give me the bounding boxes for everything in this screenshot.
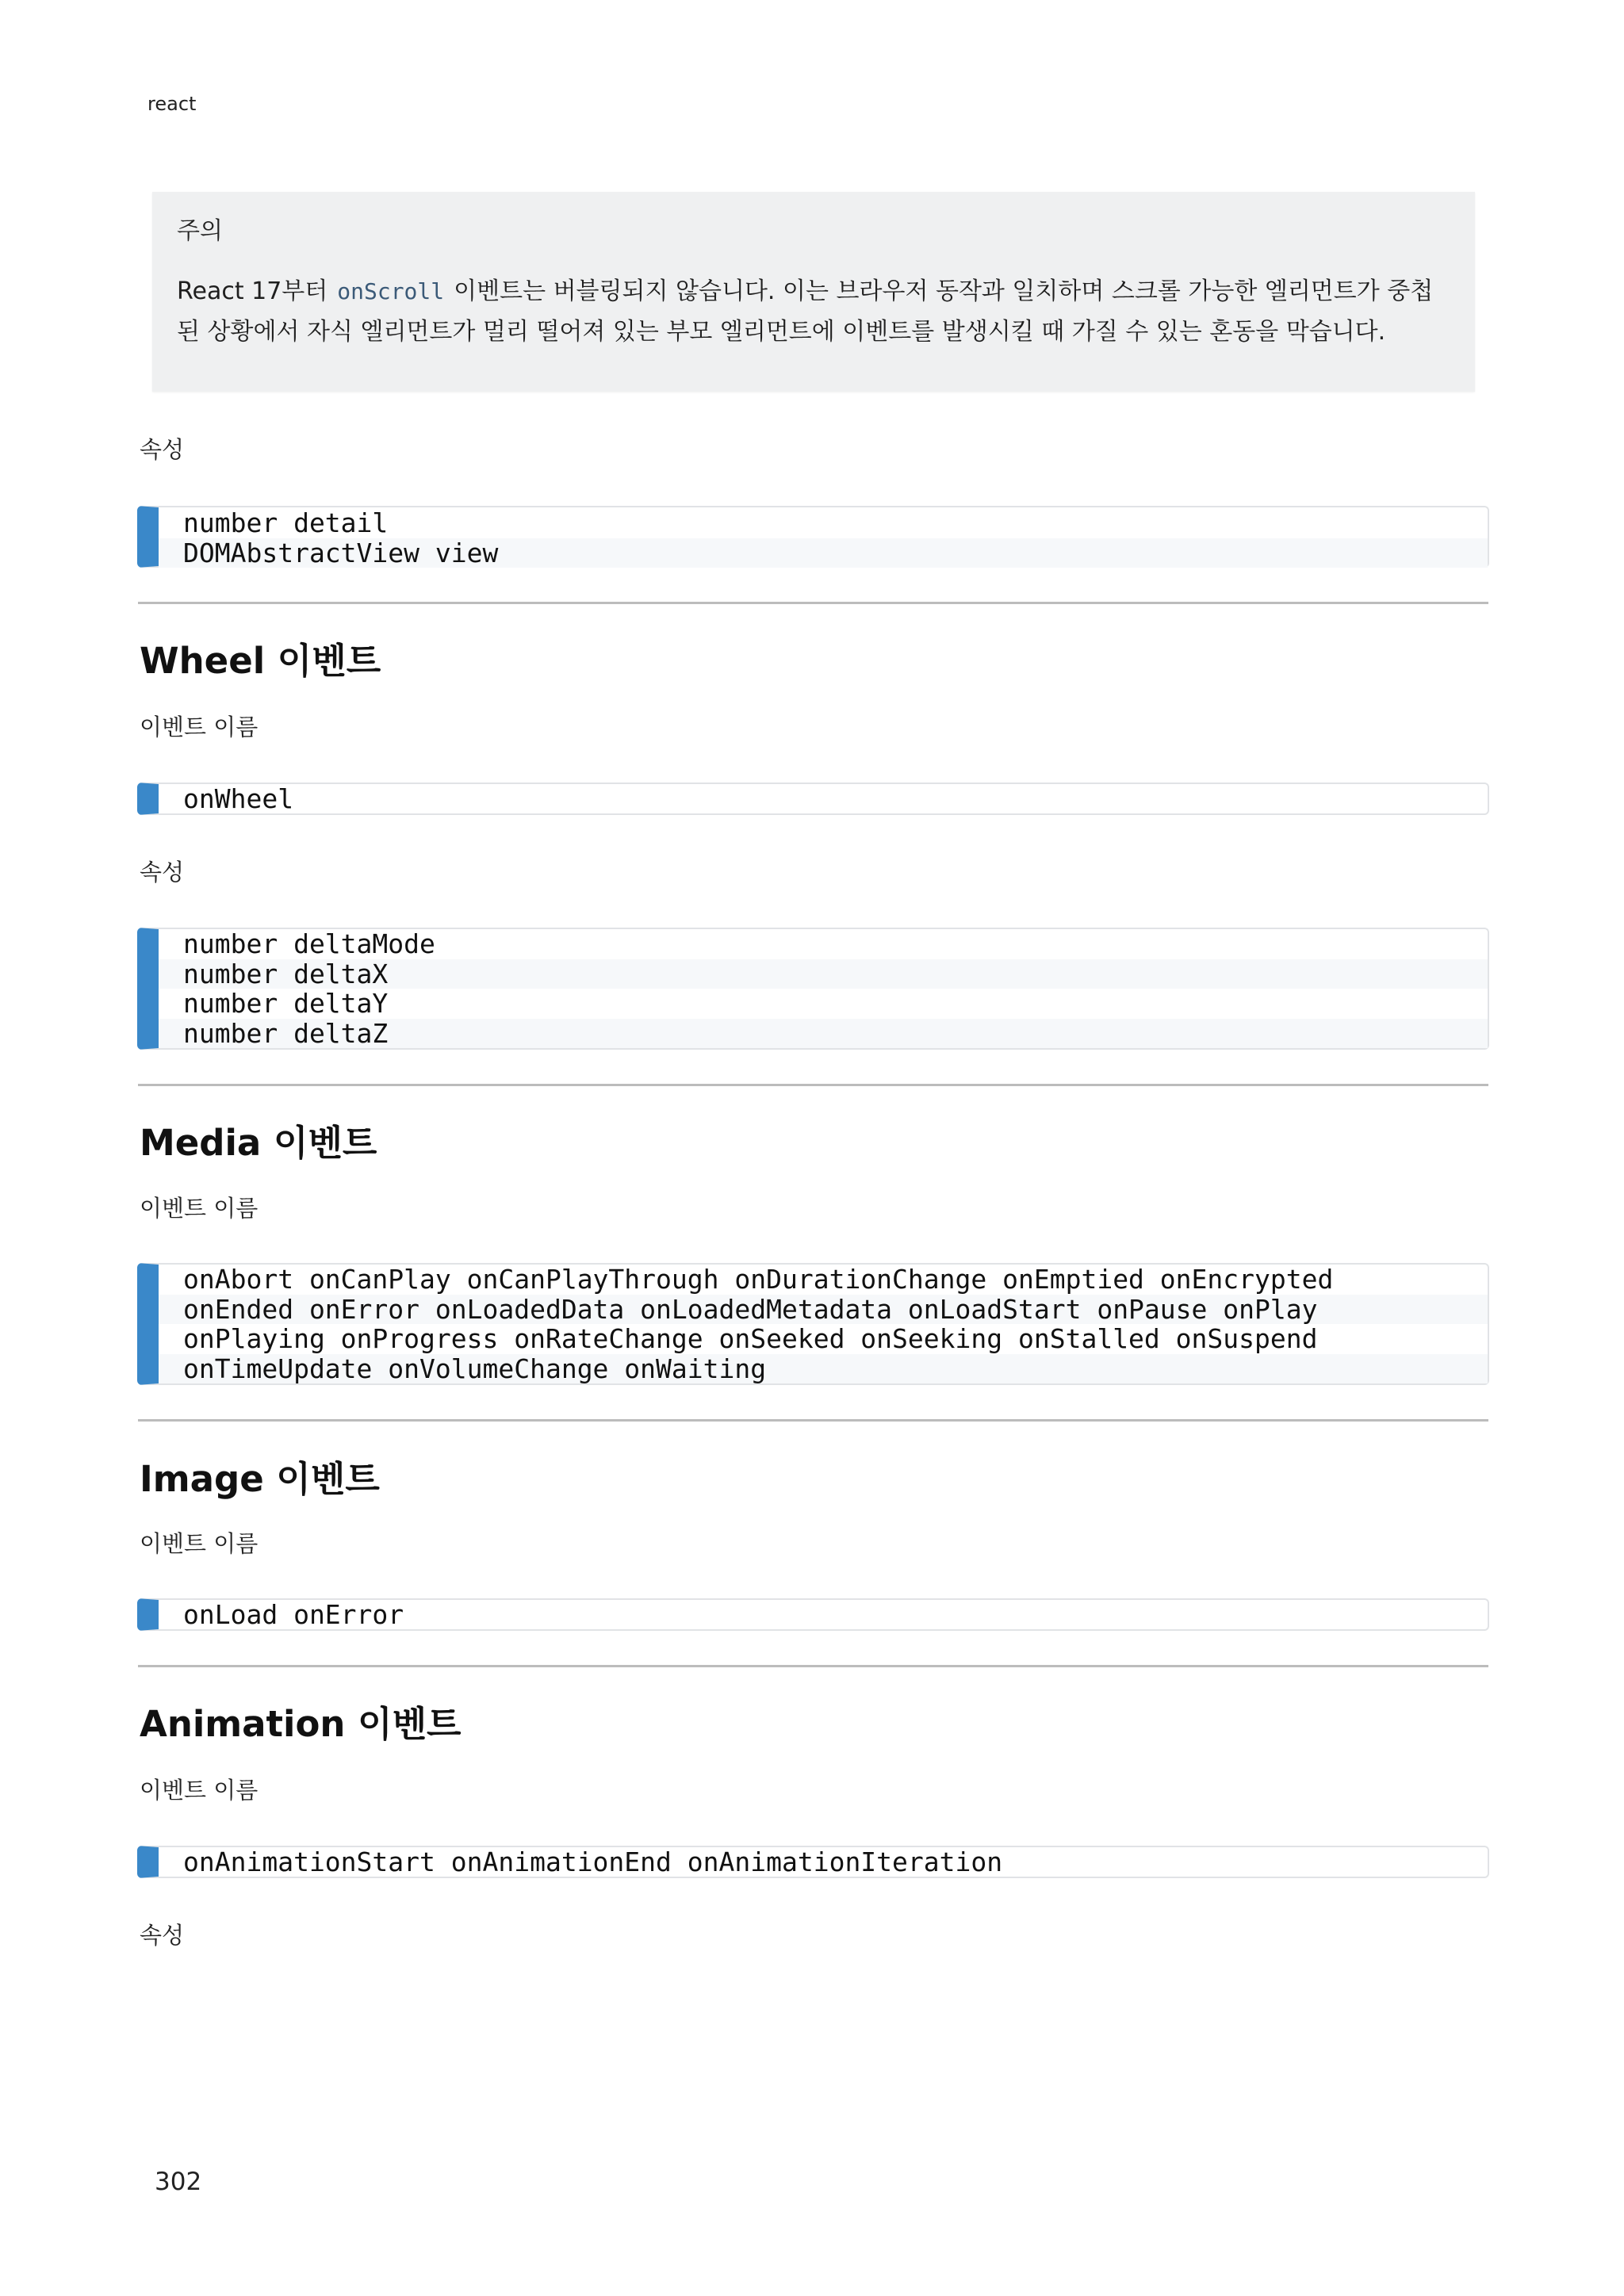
code-line: number deltaMode <box>183 928 435 959</box>
ui-props-code-block <box>137 506 1489 568</box>
wheel-props-label: 속성 <box>140 859 185 886</box>
note-text-before: React 17부터 <box>177 277 328 305</box>
image-heading: Image 이벤트 <box>140 1458 380 1500</box>
media-names-code-block <box>137 1263 1489 1385</box>
animation-names-label: 이벤트 이름 <box>140 1777 259 1804</box>
media-heading: Media 이벤트 <box>140 1122 377 1164</box>
wheel-props-code-block <box>137 928 1489 1050</box>
animation-names-code-block <box>137 1846 1489 1878</box>
code-line: onPlaying onProgress onRateChange onSeeked onSeeking onStalled onSuspend <box>183 1323 1318 1354</box>
code-line: onEnded onError onLoadedData onLoadedMetadata onLoadStart onPause onPlay <box>159 1295 1488 1325</box>
section-divider <box>138 602 1488 604</box>
code-line: onAbort onCanPlay onCanPlayThrough onDurationChange onEmptied onEncrypted <box>183 1264 1334 1295</box>
wheel-names-code-block <box>137 783 1489 815</box>
code-line: number deltaX <box>159 959 1488 989</box>
section-divider <box>138 1084 1488 1086</box>
code-line: onTimeUpdate onVolumeChange onWaiting <box>159 1354 1488 1384</box>
note-inline-code: onScroll <box>337 278 445 304</box>
code-line: number deltaY <box>183 988 389 1019</box>
page-number: 302 <box>155 2168 202 2196</box>
ui-props-label: 속성 <box>140 436 185 463</box>
code-line: DOMAbstractView view <box>159 538 1488 568</box>
image-names-label: 이벤트 이름 <box>140 1530 259 1557</box>
media-names-label: 이벤트 이름 <box>140 1195 259 1222</box>
animation-props-label: 속성 <box>140 1922 185 1949</box>
note-body <box>177 271 1454 352</box>
code-line: onWheel <box>183 783 294 814</box>
image-names-code-block <box>137 1598 1489 1631</box>
note-title: 주의 <box>177 217 223 245</box>
section-divider <box>138 1419 1488 1422</box>
note-text-after: 이벤트는 버블링되지 않습니다. 이는 브라우저 동작과 일치하며 스크롤 가능한 엘리먼트가 중첩된 상황에서 자식 엘리먼트가 멀리 떨어져 있는 부모 엘리먼트에 이벤트를 발생시킬 때 가질 수 있는 혼동을 막습니다. <box>177 277 1434 346</box>
code-line: number detail <box>183 507 389 538</box>
code-line: onLoad onError <box>183 1599 404 1630</box>
code-line: onAnimationStart onAnimationEnd onAnimationIteration <box>183 1846 1003 1877</box>
wheel-names-label: 이벤트 이름 <box>140 714 259 740</box>
wheel-heading: Wheel 이벤트 <box>140 640 381 682</box>
note-box <box>152 192 1475 392</box>
animation-heading: Animation 이벤트 <box>140 1703 462 1745</box>
code-line: number deltaZ <box>159 1019 1488 1049</box>
section-divider <box>138 1665 1488 1667</box>
running-header: react <box>147 93 197 115</box>
